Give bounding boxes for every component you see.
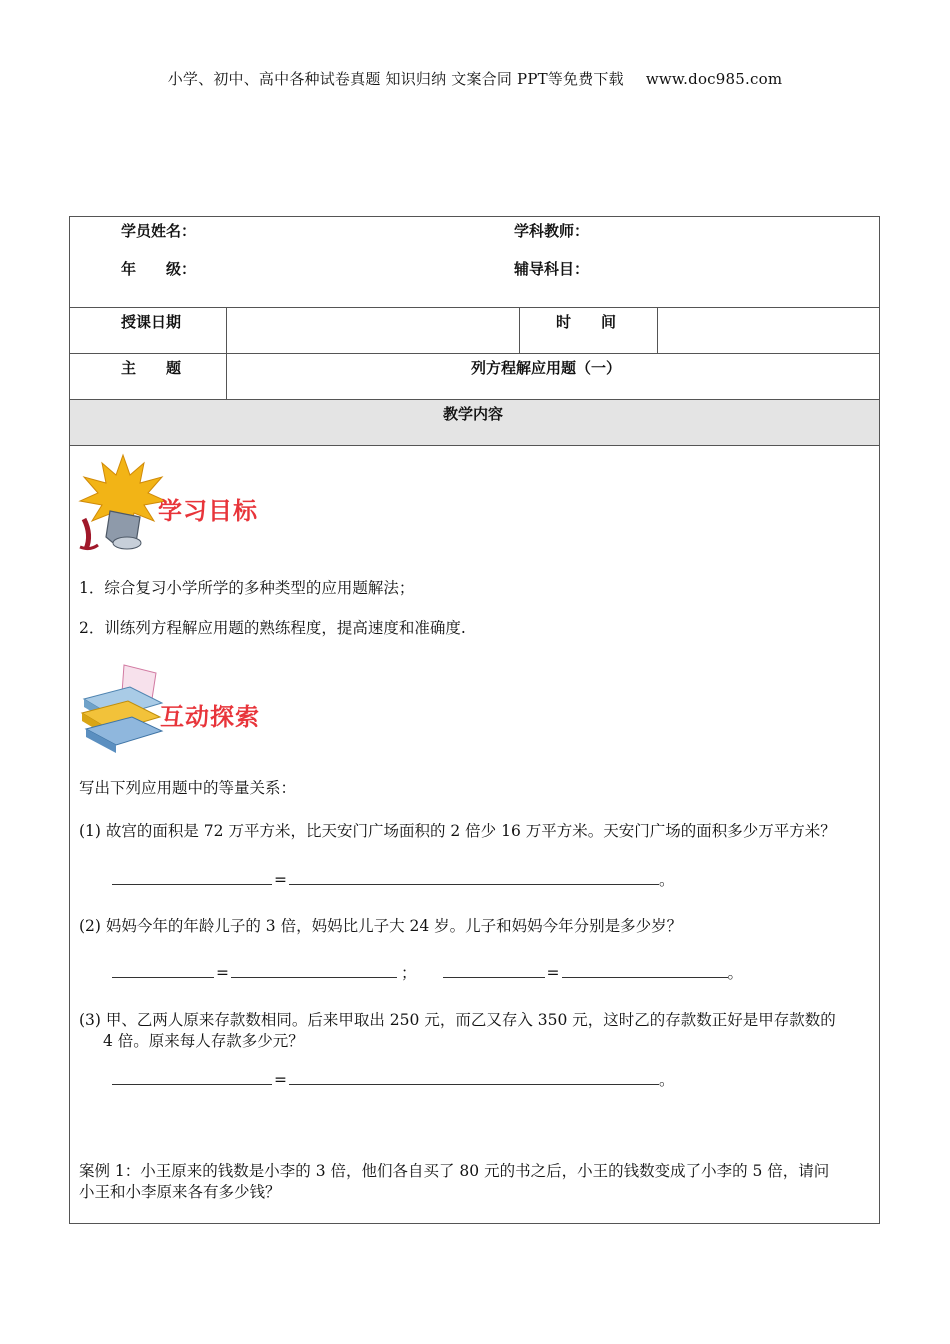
content-heading: 教学内容 — [443, 405, 504, 423]
answer-line-1: = 。 — [112, 869, 675, 891]
lesson-table — [69, 216, 880, 1224]
subject-label: 辅导科目： — [514, 260, 590, 278]
maple-leaf-bell-icon — [78, 453, 168, 553]
answer-line-2: = ； = 。 — [112, 962, 743, 984]
goal-item: 2．训练列方程解应用题的熟练程度，提高速度和准确度. — [79, 619, 466, 637]
blank-field[interactable] — [112, 1070, 272, 1085]
question-1: (1) 故宫的面积是 72 万平方米，比天安门广场面积的 2 倍少 16 万平方米。天安门广场的面积多少万平方米？ — [79, 822, 836, 840]
page-header — [0, 68, 950, 89]
question-3: (3) 甲、乙两人原来存款数相同。后来甲取出 250 元，而乙又存入 350 元，这时乙的存款数正好是甲存款数的 — [79, 1011, 836, 1029]
goals-banner — [78, 453, 278, 553]
divider — [519, 308, 520, 353]
books-stack-icon — [78, 657, 168, 757]
case-1-cont: 小王和小李原来各有多少钱？ — [79, 1183, 281, 1201]
grade-label: 年 级： — [121, 260, 197, 278]
explore-title: 互动探索 — [160, 703, 260, 731]
answer-line-3: = 。 — [112, 1069, 675, 1091]
header-url[interactable]: www.doc985.com — [645, 70, 783, 88]
blank-field[interactable] — [562, 963, 728, 978]
topic-row — [70, 354, 879, 400]
teacher-label: 学科教师： — [514, 222, 590, 240]
blank-field[interactable] — [112, 870, 272, 885]
explore-banner — [78, 657, 278, 757]
question-3-cont: 4 倍。原来每人存款多少元？ — [103, 1032, 304, 1050]
date-row — [70, 308, 879, 354]
goal-item: 1．综合复习小学所学的多种类型的应用题解法； — [79, 579, 415, 597]
time-value-cell[interactable] — [658, 308, 878, 352]
goals-title: 学习目标 — [158, 497, 258, 525]
time-label: 时 间 — [556, 313, 617, 331]
topic-label: 主 题 — [121, 359, 182, 377]
explore-intro: 写出下列应用题中的等量关系： — [79, 779, 297, 797]
info-row — [70, 217, 879, 308]
content-header-row — [70, 400, 879, 446]
question-2: (2) 妈妈今年的年龄儿子的 3 倍，妈妈比儿子大 24 岁。儿子和妈妈今年分别是多少岁？ — [79, 917, 683, 935]
divider — [226, 354, 227, 399]
date-value-cell[interactable] — [227, 308, 519, 352]
blank-field[interactable] — [112, 963, 214, 978]
blank-field[interactable] — [231, 963, 397, 978]
student-name-label: 学员姓名： — [121, 222, 197, 240]
case-1: 案例 1：小王原来的钱数是小李的 3 倍，他们各自买了 80 元的书之后，小王的钱数变成了小李的 5 倍，请问 — [79, 1162, 830, 1180]
header-text: 小学、初中、高中各种试卷真题 知识归纳 文案合同 PPT等免费下载 — [167, 70, 624, 88]
topic-value: 列方程解应用题（一） — [471, 359, 622, 377]
blank-field[interactable] — [443, 963, 545, 978]
blank-field[interactable] — [289, 870, 659, 885]
blank-field[interactable] — [289, 1070, 659, 1085]
date-label: 授课日期 — [121, 313, 182, 331]
